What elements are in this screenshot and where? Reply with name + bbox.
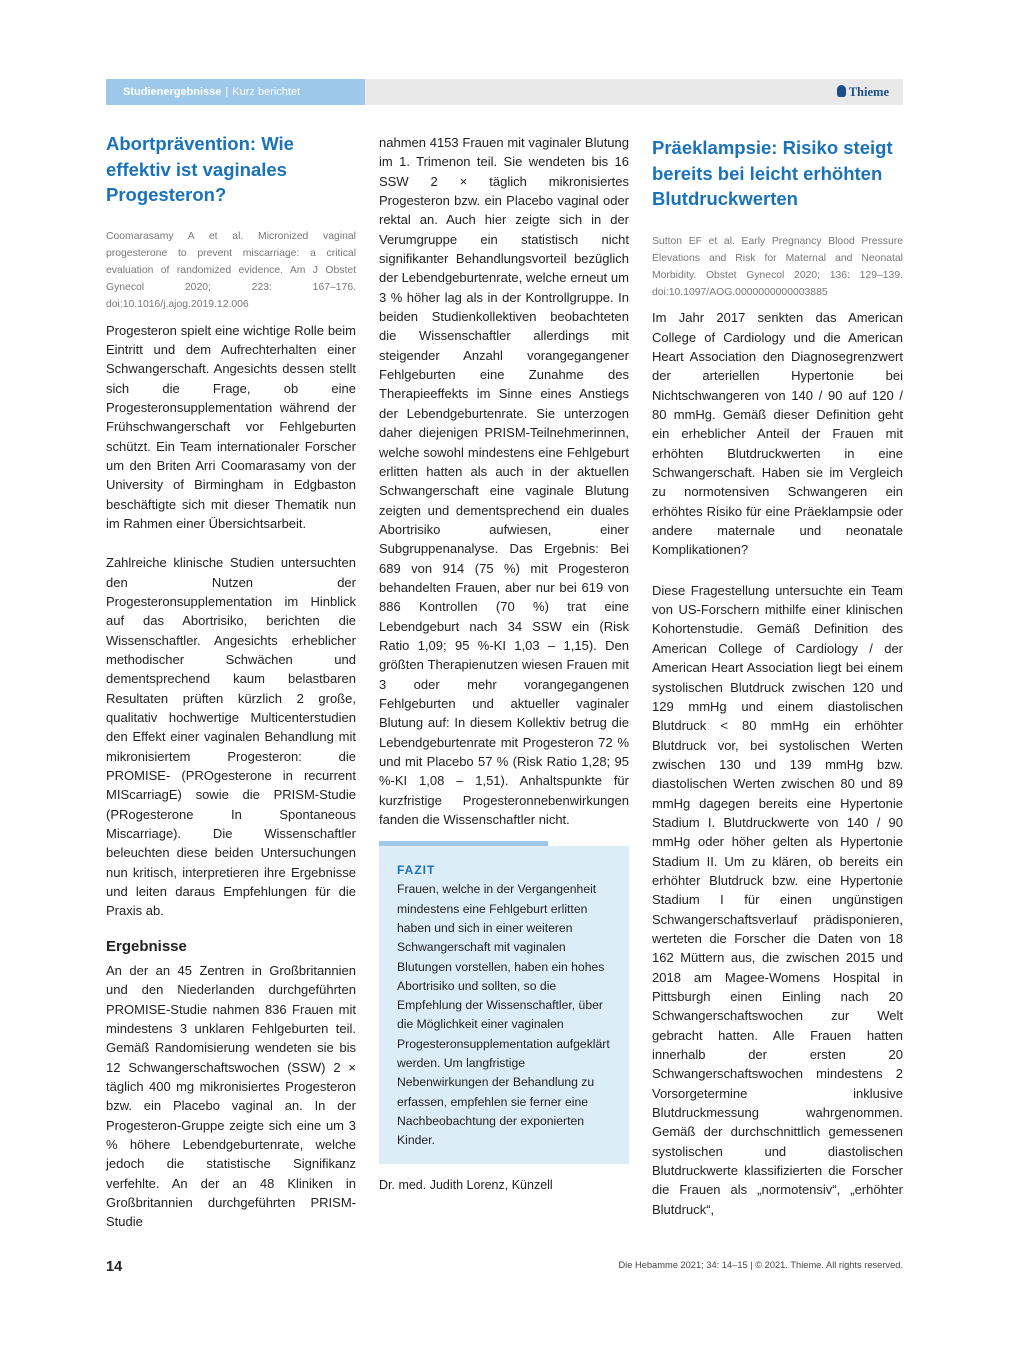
column-2 <box>379 133 629 1195</box>
publisher-name: Thieme <box>848 85 889 99</box>
article2-citation: Sutton EF et al. Early Pregnancy Blood Pressure Elevations and Risk for Maternal and Neonatal Morbidity. Obstet Gynecol 2020; 136: 129–139. doi:10.1097/AOG.0000000000003885 <box>652 235 903 299</box>
subsection-name: Kurz berichtet <box>232 86 301 98</box>
footer-reference: Die Hebamme 2021; 34: 14–15 | © 2021. Thieme. All rights reserved. <box>618 1260 903 1270</box>
column-3 <box>652 135 903 1219</box>
thieme-logo-icon <box>837 85 846 97</box>
page-number: 14 <box>106 1259 123 1275</box>
article1-citation: Coomarasamy A et al. Micronized vaginal progesterone to prevent miscarriage: a critical evaluation of randomized evidence. Am J Obstet Gynecol 2020; 223: 167–176. doi:10.1016/j.ajog.2019.12.006 <box>106 230 356 311</box>
article2-paragraph-1: Im Jahr 2017 senkten das American College of Cardiology und die American Heart Association den Diagnosegrenzwert der arteriellen Hypertonie bei Nichtschwangeren von 140 / 90 auf 120 / 80 mmHg. Gemäß dieser Definition geht ein erheblicher Anteil der Frauen mit erhöhten Blutdruckwerten in eine Schwangerschaft. Haben sie im Vergleich zu normotensiven Schwangeren ein erhöhtes Risiko für eine Präeklampsie oder andere maternale und neonatale Komplikationen? <box>652 310 903 558</box>
section-name: Studienergebnisse <box>123 86 222 98</box>
section-separator: | <box>225 86 229 98</box>
section-label <box>106 79 365 105</box>
article2-title: Präeklampsie: Risiko steigt bereits bei leicht erhöhten Blutdruckwerten <box>652 137 893 209</box>
article1-paragraph-3: An der an 45 Zentren in Großbritannien und den Niederlanden durchgeführten PROMISE-Studie nahmen 836 Frauen mit mindestens 3 unklaren Fehlgeburten teil. Gemäß Randomisierung wendeten sie bis 12 Schwangerschaftswochen (SSW) 2 × täglich 400 mg mikronisiertes Progesteron bzw. ein Placebo vaginal an. In der Progesteron-Gruppe zeigte sich eine um 3 % höhere Lebendgeburtenrate, welche jedoch die statistische Signifikanz verfehlte. An der an 48 Kliniken in Großbritannien durchgeführten PRISM-Studie <box>106 962 356 1230</box>
fazit-box <box>379 846 629 1163</box>
article1-paragraph-2: Zahlreiche klinische Studien untersuchten den Nutzen der Progesteronsupplementation im Hinblick auf das Abortrisiko, berichten die Wissenschaftler. Angesichts erheblicher methodischer Schwächen und dementsprechend kaum belastbaren Resultaten prüften kürzlich 2 große, qualitativ hochwertige Multicenterstudien den Effekt einer vaginalen Behandlung mit mikronisiertem Progesteron: die PROMISE- (PROgesterone in recurrent MIScarriagE) sowie die PRISM-Studie (PRogesterone In Spontaneous Miscarriage). Die Wissenschaftler beleuchten diese beiden Untersuchungen nun kritisch, interpretieren ihre Ergebnisse und leiten daraus Empfehlungen für die Praxis ab. <box>106 555 356 919</box>
fazit-text: Frauen, welche in der Vergangenheit mindestens eine Fehlgeburt erlitten haben und sich in einer weiteren Schwangerschaft mit vaginalen Blutungen vorstellen, haben ein hohes Abortrisiko und sollten, so die Empfehlung der Wissenschaftler, über die Möglichkeit einer vaginalen Progesteronsupplementation aufgeklärt werden. Um langfristige Nebenwirkungen der Behandlung zu erfassen, empfehlen sie ferner eine Nachbeobachtung der exponierten Kinder. <box>397 882 610 1148</box>
article1-author: Dr. med. Judith Lorenz, Künzell <box>379 1177 553 1192</box>
article1-title: Abortprävention: Wie effektiv ist vaginales Progesteron? <box>106 133 294 205</box>
fazit-title: FAZIT <box>397 863 436 878</box>
article1-paragraph-1: Progesteron spielt eine wichtige Rolle beim Eintritt und dem Aufrechterhalten einer Schwangerschaft. Angesichts dessen stellt sich die Frage, ob eine Progesteronsupplementation während der Frühschwangerschaft vor Fehlgeburten schützt. Ein Team internationaler Forscher um den Briten Arri Coomarasamy von der University of Birmingham in Edgbaston beschäftigte sich mit dieser Thematik nun im Rahmen einer Übersichtsarbeit. <box>106 322 356 531</box>
column-1 <box>106 131 356 1232</box>
running-header <box>106 79 903 105</box>
article1-paragraph-4: nahmen 4153 Frauen mit vaginaler Blutung im 1. Trimenon teil. Sie wendeten bis 16 SSW 2 × täglich mikronisiertes Progesteron bzw. ein Placebo vaginal oder rektal an. Auch hier zeigte sich in der Verumgruppe ein statistisch nicht signifikanter Behandlungsvorteil bezüglich der Lebendgeburtenrate, welche erneut um 3 % höher lag als in der Kontrollgruppe. In beiden Studienkollektiven beobachteten die Wissenschaftler allerdings mit steigender Anzahl vorangegangener Fehlgeburten eine Zunahme des Therapieeffekts im Sinne eines Anstiegs der Lebendgeburtenrate. Sie unterzogen daher diejenigen PRISM-Teilnehmerinnen, welche sowohl mindestens eine Fehlgeburt erlitten hatten als auch in der aktuellen Schwangerschaft eine vaginale Blutung zeigten und dementsprechend ein duales Abortrisiko aufwiesen, einer Subgruppenanalyse. Das Ergebnis: Bei 689 von 914 (75 %) mit Progesteron behandelten Frauen, aber nur bei 619 von 886 Kontrollen (70 %) trat eine Lebendgeburt nach 34 SSW ein (Risk Ratio 1,09; 95 %-KI 1,03 – 1,15). Den größten Therapienutzen wiesen Frauen mit 3 oder mehr vorangegangenen Fehlgeburten und aktueller vaginaler Blutung auf: In diesem Kollektiv betrug die Lebendgeburtenrate mit Progesteron 72 % und mit Placebo 57 % (Risk Ratio 1,28; 95 %-KI 1,08 – 1,51). Anhaltspunkte für kurzfristige Progesteronnebenwirkungen fanden die Wissenschaftler nicht. <box>379 135 629 828</box>
article2-paragraph-2: Diese Fragestellung untersuchte ein Team von US-Forschern mithilfe einer klinischen Kohortenstudie. Gemäß Definition des American College of Cardiology / der American Heart Association liegt bei einem systolischen Blutdruck zwischen 120 und 129 mmHg und einem diastolischen Blutdruck < 80 mmHg ein erhöhter Blutdruck vor, bei systolischen Werten zwischen 130 und 139 mmHg bzw. diastolischen Werten zwischen 80 und 89 mmHg dagegen bereits eine Hypertonie Stadium I. Blutdruckwerte von 140 / 90 mmHg oder höher gelten als Hypertonie Stadium II. Um zu klären, ob bereits ein erhöhter Blutdruck bzw. eine Hypertonie Stadium I für einen ungünstigen Schwangerschaftsverlauf prädisponieren, werteten die Forscher die Daten von 18 162 Müttern aus, die zwischen 2015 und 2018 am Magee-Womens Hospital in Pittsburgh einen Einling nach 20 Schwangerschaftswochen zur Welt gebracht hatten. Alle Frauen hatten innerhalb der ersten 20 Schwangerschaftswochen mindestens 2 Vorsorgetermine inklusive Blutdruckmessung wahrgenommen. Gemäß der durchschnittlich gemessenen systolischen und diastolischen Blutdruckwerte klassifizierten die Forscher die Frauen als „normotensiv“, „erhöhter Blutdruck“, <box>652 582 903 1217</box>
article1-subheading: Ergebnisse <box>106 937 187 955</box>
publisher-logo <box>837 79 889 105</box>
